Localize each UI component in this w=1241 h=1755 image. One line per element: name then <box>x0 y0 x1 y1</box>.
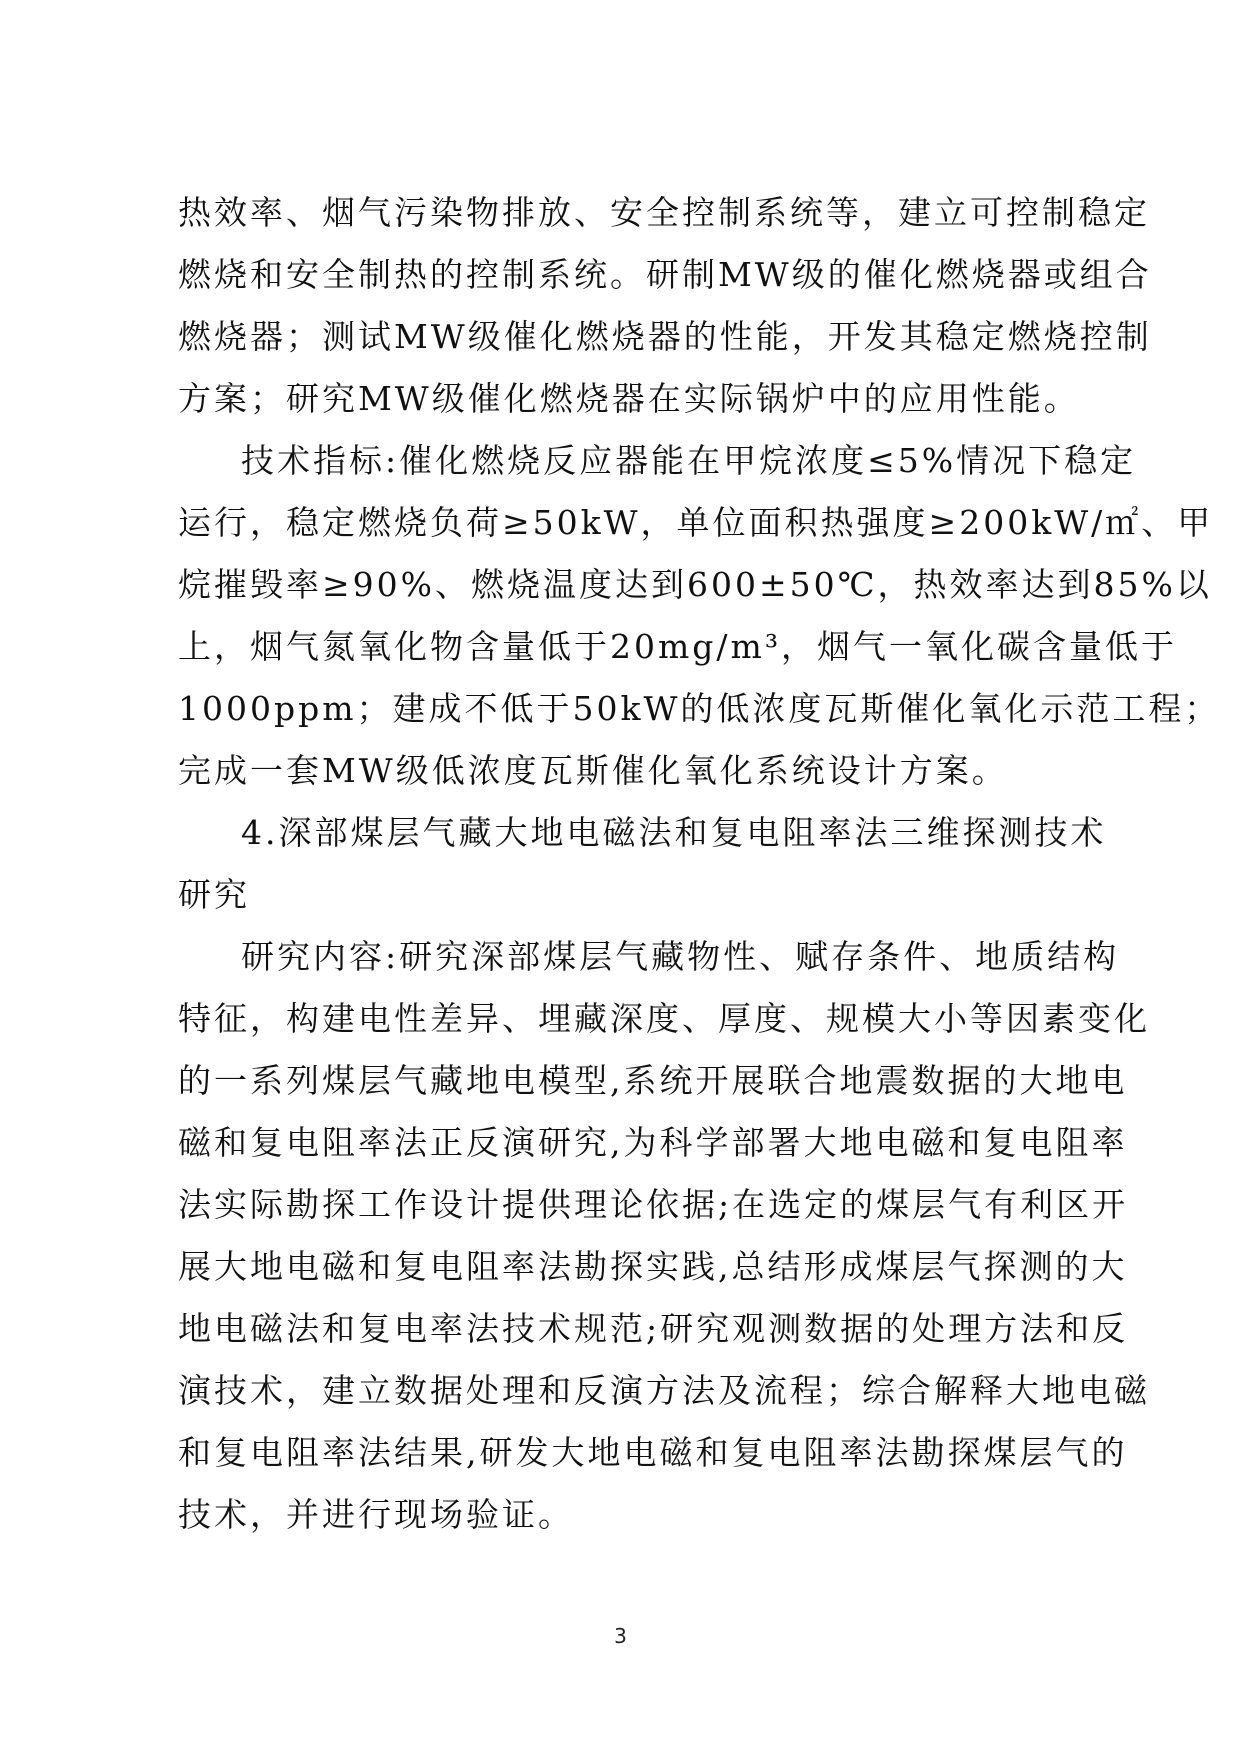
text-line: 热效率、烟气污染物排放、安全控制系统等，建立可控制稳定 <box>178 193 1150 232</box>
section-heading-continued: 研究 <box>178 875 250 914</box>
text-line: 法实际勘探工作设计提供理论依据;在选定的煤层气有利区开 <box>178 1185 1129 1224</box>
text-line: 磁和复电阻率法正反演研究,为科学部署大地电磁和复电阻率 <box>178 1123 1128 1162</box>
text-line: 烷摧毁率≥90%、燃烧温度达到600±50℃，热效率达到85%以 <box>178 565 1212 604</box>
text-line: 和复电阻率法结果,研发大地电磁和复电阻率法勘探煤层气的 <box>178 1433 1128 1472</box>
text-line: 演技术，建立数据处理和反演方法及流程；综合解释大地电磁 <box>178 1371 1150 1410</box>
text-line: 1000ppm；建成不低于50kW的低浓度瓦斯催化氧化示范工程； <box>178 689 1221 728</box>
text-line: 方案；研究MW级催化燃烧器在实际锅炉中的应用性能。 <box>178 379 1080 418</box>
text-line: 燃烧器；测试MW级催化燃烧器的性能，开发其稳定燃烧控制 <box>178 317 1152 356</box>
text-line: 上，烟气氮氧化物含量低于20mg/m³，烟气一氧化碳含量低于 <box>178 627 1178 666</box>
text-line: 特征，构建电性差异、埋藏深度、厚度、规模大小等因素变化 <box>178 999 1150 1038</box>
text-line: 展大地电磁和复电阻率法勘探实践,总结形成煤层气探测的大 <box>178 1247 1128 1286</box>
page-number: 3 <box>614 1624 627 1648</box>
text-line: 地电磁法和复电率法技术规范;研究观测数据的处理方法和反 <box>178 1309 1129 1348</box>
paragraph-technical-indicators: 技术指标:催化燃烧反应器能在甲烷浓度≤5%情况下稳定 <box>241 441 1137 480</box>
section-heading: 4.深部煤层气藏大地电磁法和复电阻率法三维探测技术 <box>241 813 1107 852</box>
paragraph-research-content: 研究内容:研究深部煤层气藏物性、赋存条件、地质结构 <box>241 937 1120 976</box>
text-line: 完成一套MW级低浓度瓦斯催化氧化系统设计方案。 <box>178 751 1008 790</box>
text-line: 的一系列煤层气藏地电模型,系统开展联合地震数据的大地电 <box>178 1061 1128 1100</box>
text-line: 运行，稳定燃烧负荷≥50kW，单位面积热强度≥200kW/㎡、甲 <box>178 503 1214 542</box>
text-line: 技术，并进行现场验证。 <box>178 1495 574 1534</box>
document-body <box>178 182 1221 1546</box>
text-line: 燃烧和安全制热的控制系统。研制MW级的催化燃烧器或组合 <box>178 255 1152 294</box>
